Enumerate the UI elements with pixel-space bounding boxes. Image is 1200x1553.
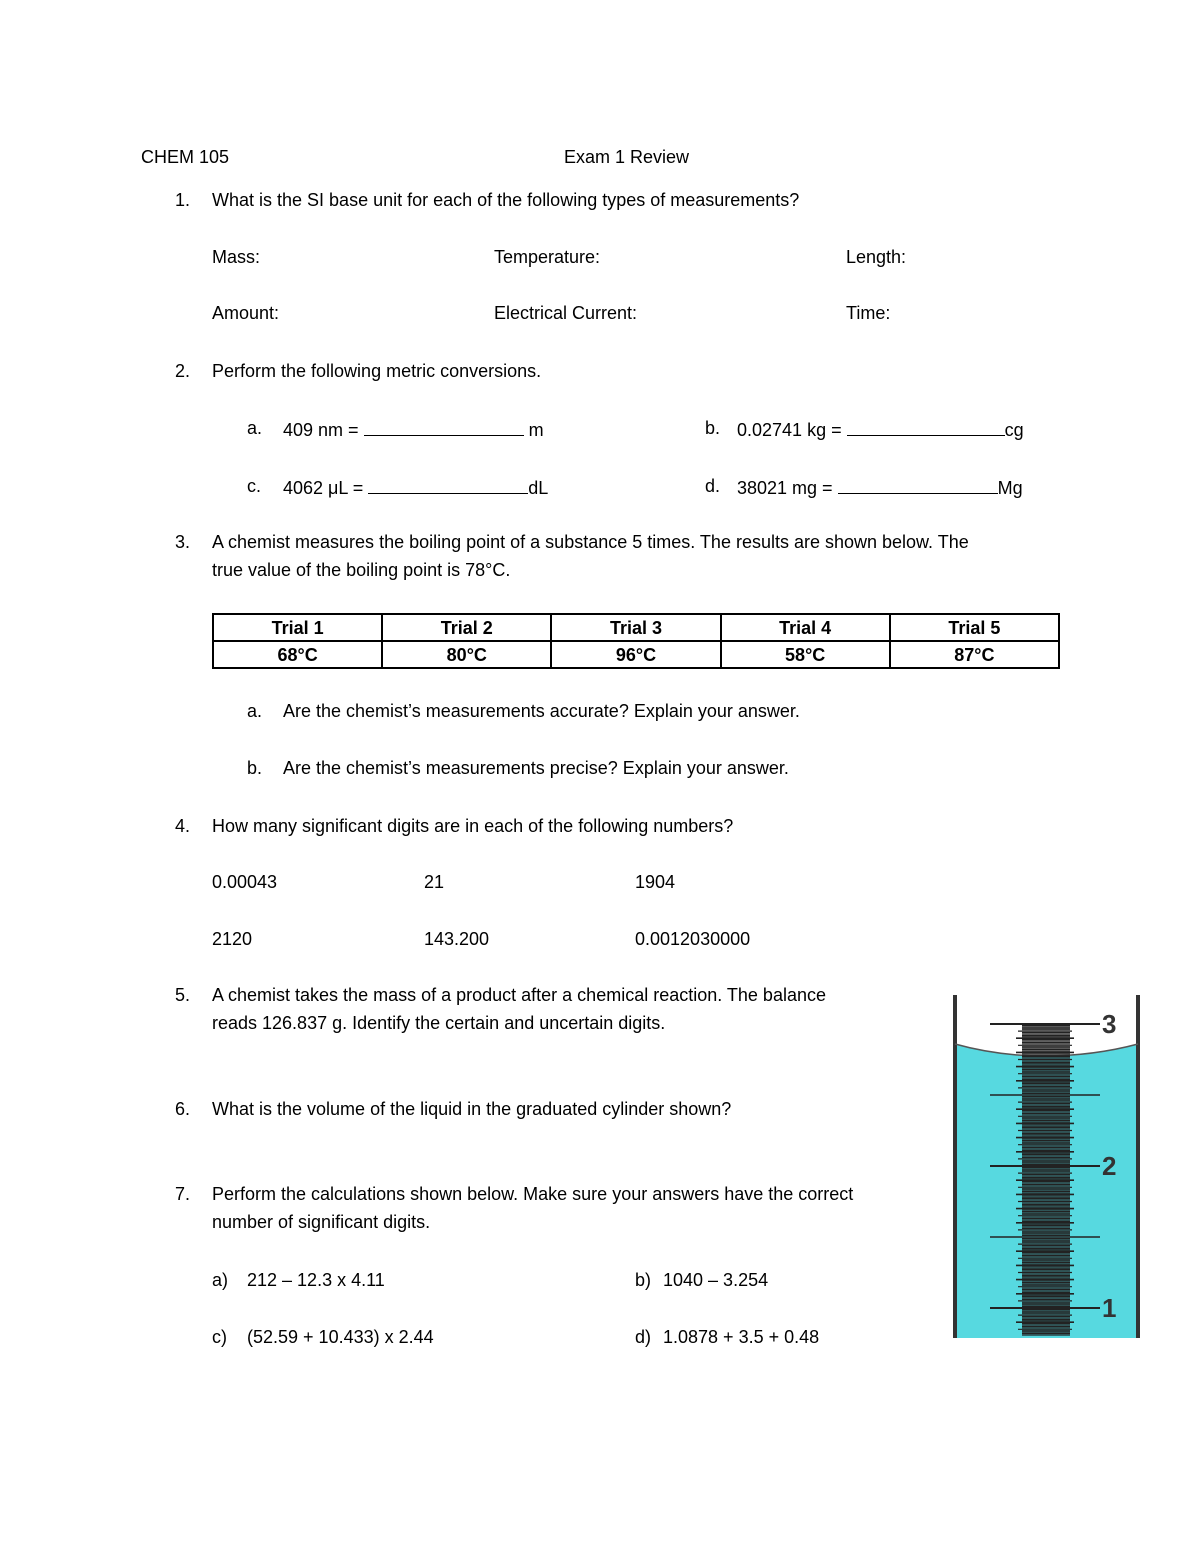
q4-text: How many significant digits are in each of the following numbers? bbox=[212, 816, 734, 836]
q2d-item bbox=[737, 475, 1023, 499]
q2c-letter: c. bbox=[247, 476, 262, 496]
q6-number: 6. bbox=[175, 1099, 191, 1119]
q5-text-line1: A chemist takes the mass of a product after a chemical reaction. The balance bbox=[212, 985, 826, 1005]
q1-label-time: Time: bbox=[846, 303, 891, 323]
q1-label-current: Electrical Current: bbox=[494, 303, 638, 323]
q1-text: What is the SI base unit for each of the following types of measurements? bbox=[212, 190, 800, 210]
q1-number: 1. bbox=[175, 190, 191, 210]
q2b-expr: 0.02741 kg = bbox=[737, 420, 842, 440]
q4-number-item: 1904 bbox=[635, 872, 676, 892]
q7b-letter: b) bbox=[635, 1270, 652, 1290]
q3a-text: Are the chemist’s measurements accurate? Explain your answer. bbox=[283, 701, 800, 721]
q7a-expr: 212 – 12.3 x 4.11 bbox=[247, 1270, 385, 1290]
trial-value: 58°C bbox=[721, 641, 890, 668]
q2c-item bbox=[283, 475, 548, 499]
trial-header: Trial 3 bbox=[551, 614, 720, 641]
q2d-expr: 38021 mg = bbox=[737, 478, 833, 498]
q2b-letter: b. bbox=[705, 418, 721, 438]
q2c-unit: dL bbox=[528, 478, 549, 498]
q3b-letter: b. bbox=[247, 758, 263, 778]
q3-text-line2: true value of the boiling point is 78°C. bbox=[212, 560, 511, 580]
cylinder-label-2: 2 bbox=[1102, 1151, 1117, 1181]
q7d-letter: d) bbox=[635, 1327, 652, 1347]
trials-header-row bbox=[213, 614, 1059, 641]
q4-number-item: 0.00043 bbox=[212, 872, 278, 892]
graduated-cylinder-figure bbox=[948, 990, 1148, 1350]
cylinder-label-1: 1 bbox=[1102, 1293, 1117, 1323]
q6-text: What is the volume of the liquid in the graduated cylinder shown? bbox=[212, 1099, 732, 1119]
q1-label-length: Length: bbox=[846, 247, 907, 267]
q4-number-item: 2120 bbox=[212, 929, 253, 949]
q5-text-line2: reads 126.837 g. Identify the certain and uncertain digits. bbox=[212, 1013, 666, 1033]
trial-value: 96°C bbox=[551, 641, 720, 668]
q2a-letter: a. bbox=[247, 418, 263, 438]
cylinder-label-3: 3 bbox=[1102, 1009, 1117, 1039]
q7c-expr: (52.59 + 10.433) x 2.44 bbox=[247, 1327, 434, 1347]
q2b-unit: cg bbox=[1004, 420, 1024, 440]
q3b-text: Are the chemist’s measurements precise? Explain your answer. bbox=[283, 758, 789, 778]
q3a-letter: a. bbox=[247, 701, 263, 721]
q2d-answer-blank[interactable] bbox=[838, 475, 998, 494]
q2c-expr: 4062 μL = bbox=[283, 478, 364, 498]
q7b-expr: 1040 – 3.254 bbox=[663, 1270, 769, 1290]
q4-number-item: 0.0012030000 bbox=[635, 929, 751, 949]
q2c-answer-blank[interactable] bbox=[368, 475, 528, 494]
q4-number-item: 21 bbox=[424, 872, 445, 892]
q2b-item bbox=[737, 417, 1024, 441]
trial-header: Trial 4 bbox=[721, 614, 890, 641]
q2d-letter: d. bbox=[705, 476, 721, 496]
trials-table bbox=[212, 613, 1060, 669]
q7c-letter: c) bbox=[212, 1327, 227, 1347]
q7a-letter: a) bbox=[212, 1270, 229, 1290]
q4-number: 4. bbox=[175, 816, 191, 836]
q7d-expr: 1.0878 + 3.5 + 0.48 bbox=[663, 1327, 820, 1347]
q1-label-temperature: Temperature: bbox=[494, 247, 601, 267]
q7-text-line1: Perform the calculations shown below. Make sure your answers have the correct bbox=[212, 1184, 854, 1204]
q2a-expr: 409 nm = bbox=[283, 420, 359, 440]
q7-number: 7. bbox=[175, 1184, 191, 1204]
q7-text-line2: number of significant digits. bbox=[212, 1212, 431, 1232]
page-title: Exam 1 Review bbox=[564, 147, 690, 167]
q4-number-item: 143.200 bbox=[424, 929, 490, 949]
trial-value: 87°C bbox=[890, 641, 1059, 668]
trial-value: 68°C bbox=[213, 641, 382, 668]
q3-text-line1: A chemist measures the boiling point of a substance 5 times. The results are shown below. The bbox=[212, 532, 969, 552]
q2a-item bbox=[283, 417, 544, 441]
trial-header: Trial 2 bbox=[382, 614, 551, 641]
trial-header: Trial 5 bbox=[890, 614, 1059, 641]
q2d-unit: Mg bbox=[997, 478, 1023, 498]
q2a-answer-blank[interactable] bbox=[364, 417, 524, 436]
q1-label-mass: Mass: bbox=[212, 247, 261, 267]
trial-header: Trial 1 bbox=[213, 614, 382, 641]
q2-text: Perform the following metric conversions. bbox=[212, 361, 542, 381]
q2a-unit: m bbox=[528, 420, 544, 440]
q5-number: 5. bbox=[175, 985, 191, 1005]
q3-number: 3. bbox=[175, 532, 191, 552]
q2b-answer-blank[interactable] bbox=[847, 417, 1005, 436]
trials-value-row bbox=[213, 641, 1059, 668]
q2-number: 2. bbox=[175, 361, 191, 381]
course-label: CHEM 105 bbox=[141, 147, 230, 167]
q1-label-amount: Amount: bbox=[212, 303, 280, 323]
trial-value: 80°C bbox=[382, 641, 551, 668]
